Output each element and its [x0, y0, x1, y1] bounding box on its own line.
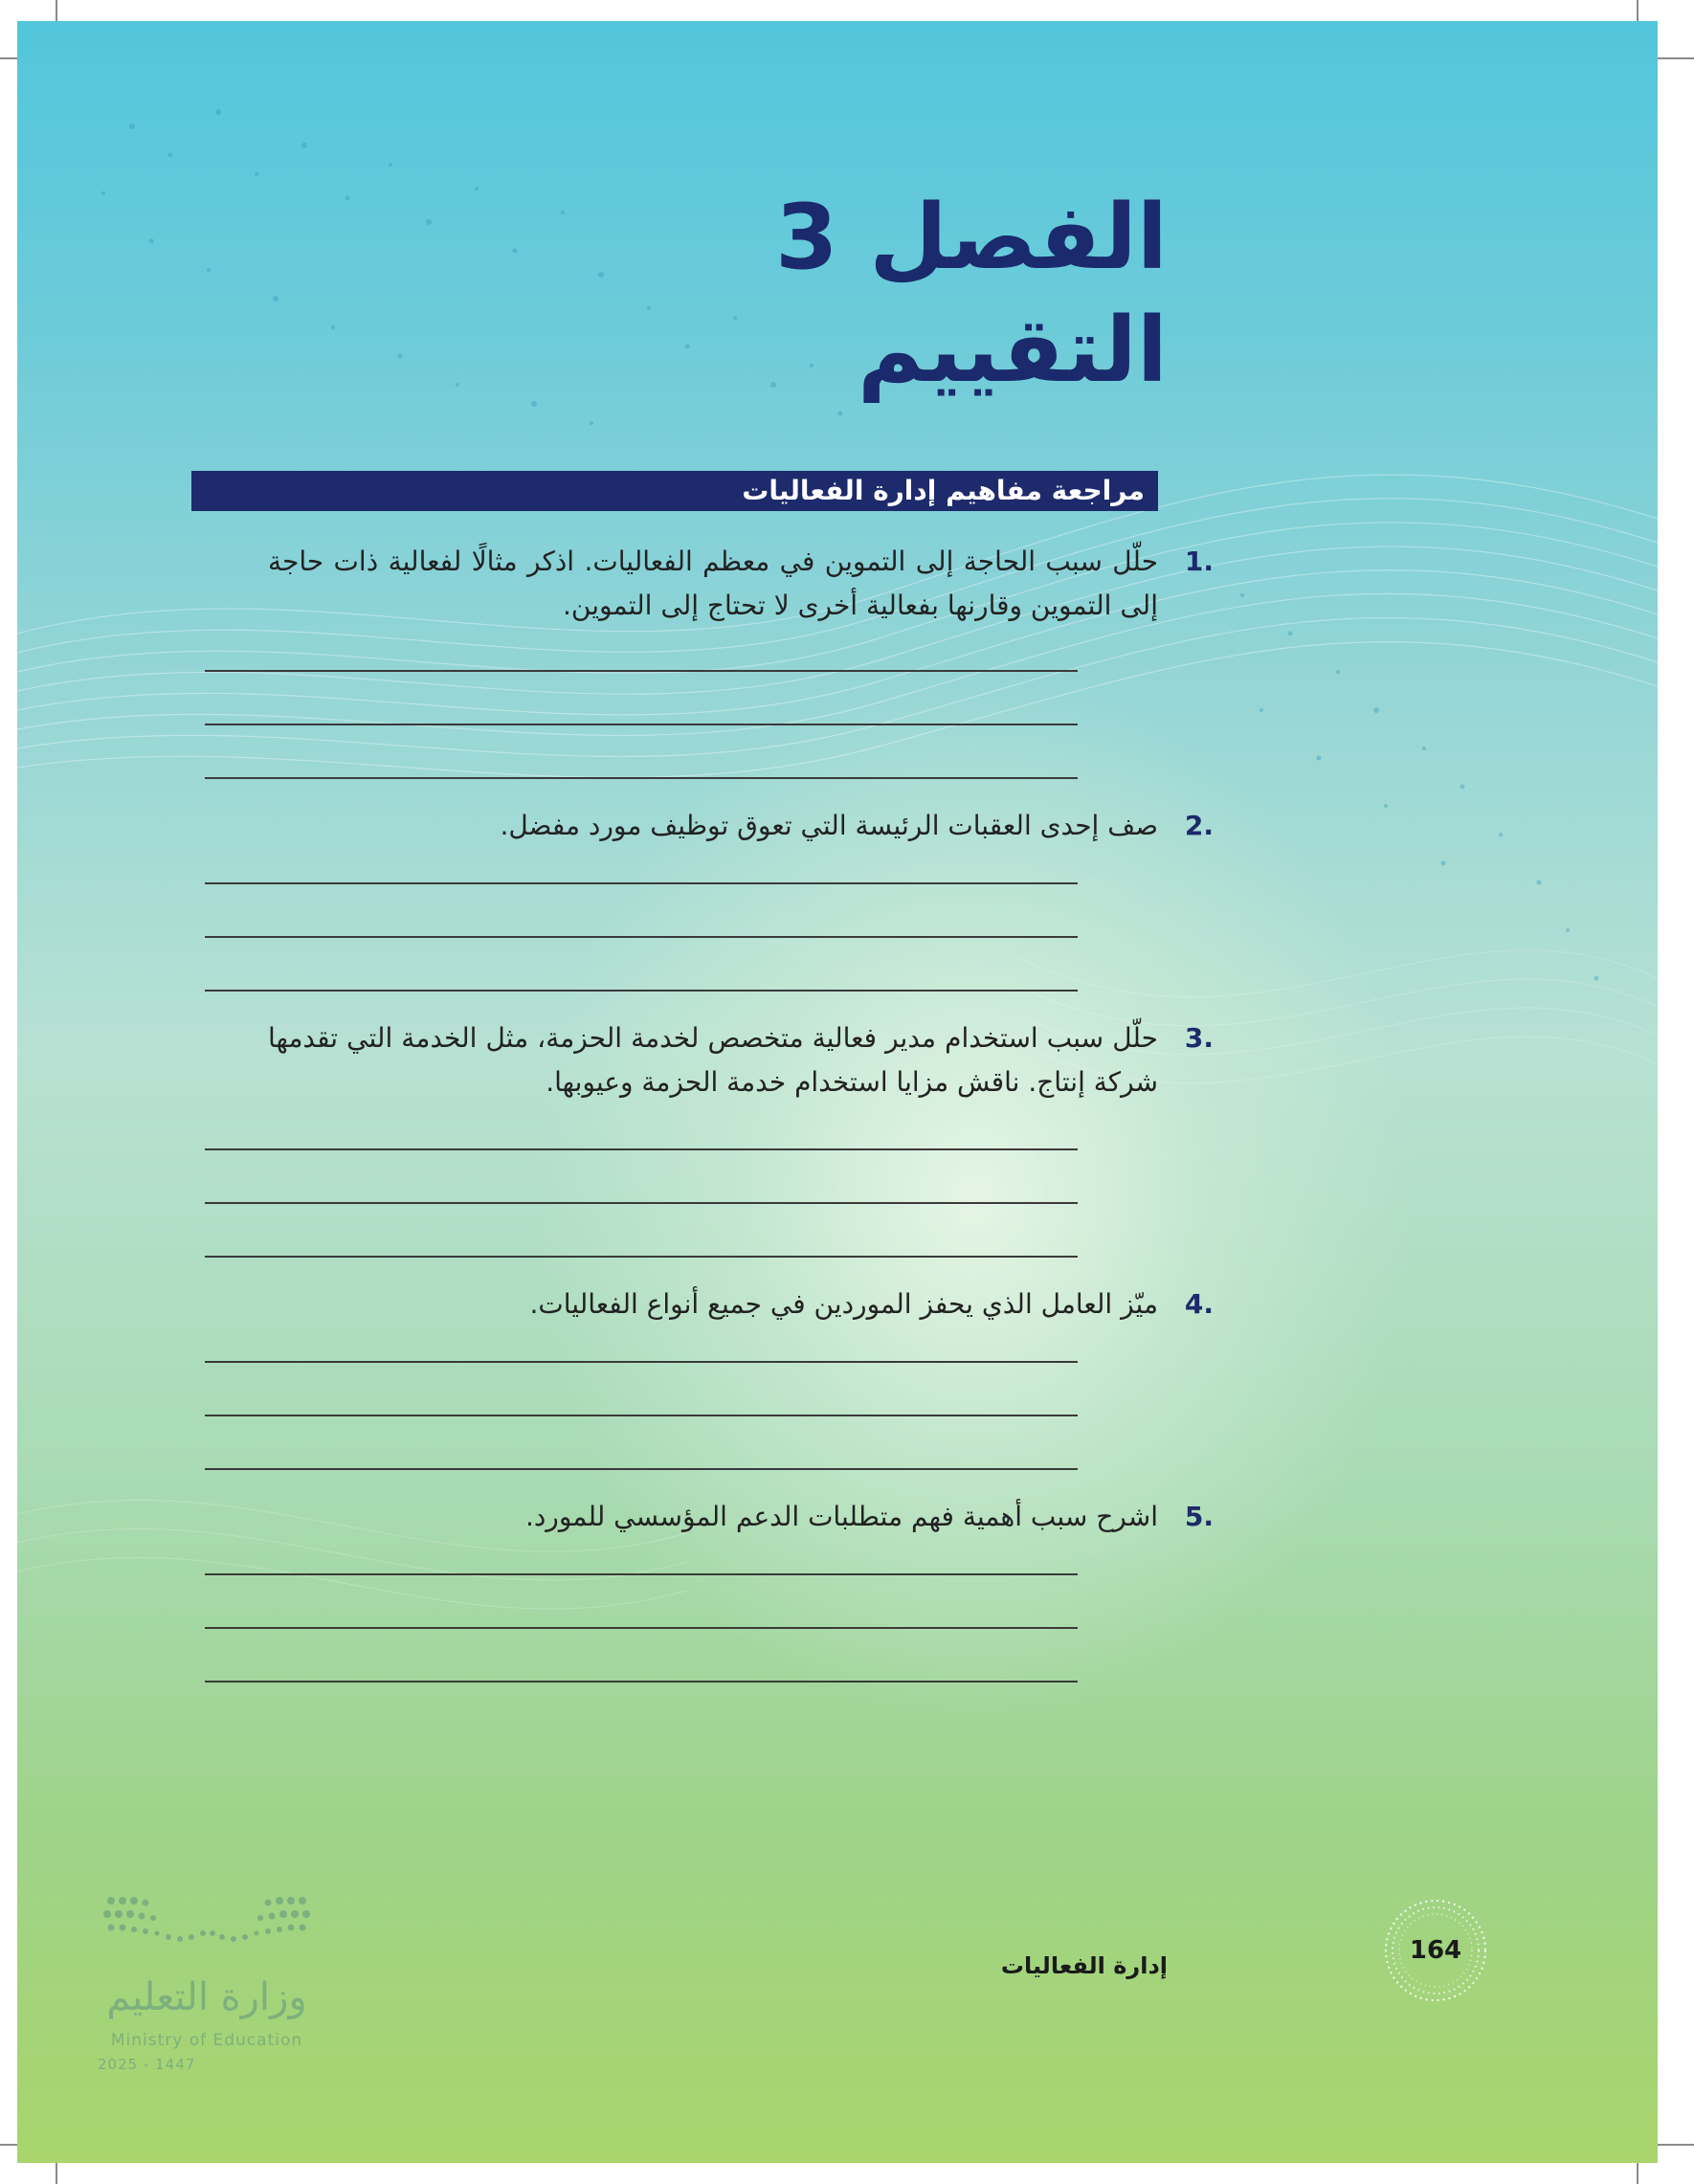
- chapter-title: [775, 182, 1168, 408]
- answer-line[interactable]: [205, 1573, 1078, 1575]
- question-number: 3.: [1184, 1022, 1214, 1054]
- answer-line[interactable]: [205, 1202, 1078, 1204]
- answer-line[interactable]: [205, 1361, 1078, 1363]
- answer-line[interactable]: [205, 670, 1078, 672]
- question-2: [268, 804, 1214, 848]
- answer-line[interactable]: [205, 1148, 1078, 1150]
- crop-mark: [1656, 2144, 1694, 2146]
- section-heading-bar: مراجعة مفاهيم إدارة الفعاليات: [191, 471, 1158, 511]
- question-text: حلّل سبب الحاجة إلى التموين في معظم الفعاليات. اذكر مثالًا لفعالية ذات حاجة إلى التموين وقارنها بفعالية أخرى لا تحتاج إلى التموين.: [268, 546, 1158, 621]
- question-text: صف إحدى العقبات الرئيسة التي تعوق توظيف مورد مفضل.: [500, 810, 1158, 841]
- question-text: حلّل سبب استخدام مدير فعالية متخصص لخدمة الحزمة، مثل الخدمة التي تقدمها شركة إنتاج. ناقش مزايا استخدام خدمة الحزمة وعيوبها.: [268, 1022, 1158, 1098]
- answer-line[interactable]: [205, 1415, 1078, 1416]
- ministry-name-arabic: وزارة التعليم: [106, 1975, 307, 2019]
- answer-line[interactable]: [205, 990, 1078, 992]
- question-1: [268, 540, 1214, 628]
- chapter-number-heading: الفصل 3: [775, 186, 1168, 290]
- chapter-subtitle-heading: التقييم: [858, 299, 1168, 403]
- answer-line[interactable]: [205, 882, 1078, 884]
- footer-book-title: إدارة الفعاليات: [1000, 1952, 1168, 1979]
- page-number: 164: [1409, 1936, 1462, 1965]
- ministry-dots-icon: [92, 1887, 322, 1964]
- ministry-year: 2025 - 1447: [98, 2056, 196, 2073]
- question-number: 1.: [1184, 546, 1214, 577]
- page-number-badge: [1382, 1897, 1489, 2004]
- question-number: 4.: [1184, 1288, 1214, 1320]
- question-text: ميّز العامل الذي يحفز الموردين في جميع أنواع الفعاليات.: [529, 1288, 1158, 1320]
- answer-line[interactable]: [205, 777, 1078, 779]
- ministry-name-english: Ministry of Education: [110, 2031, 303, 2050]
- answer-line[interactable]: [205, 1681, 1078, 1683]
- question-4: [268, 1282, 1214, 1326]
- question-number: 5.: [1184, 1501, 1214, 1532]
- question-3: [268, 1016, 1214, 1104]
- answer-line[interactable]: [205, 1468, 1078, 1470]
- answer-line[interactable]: [205, 936, 1078, 938]
- answer-line[interactable]: [205, 1627, 1078, 1629]
- question-number: 2.: [1184, 810, 1214, 841]
- question-text: اشرح سبب أهمية فهم متطلبات الدعم المؤسسي للمورد.: [524, 1501, 1158, 1532]
- page: [17, 21, 1658, 2163]
- answer-line[interactable]: [205, 724, 1078, 725]
- ministry-logo: [92, 1887, 341, 2088]
- question-5: [268, 1495, 1214, 1539]
- crop-mark: [1656, 57, 1694, 59]
- answer-line[interactable]: [205, 1256, 1078, 1258]
